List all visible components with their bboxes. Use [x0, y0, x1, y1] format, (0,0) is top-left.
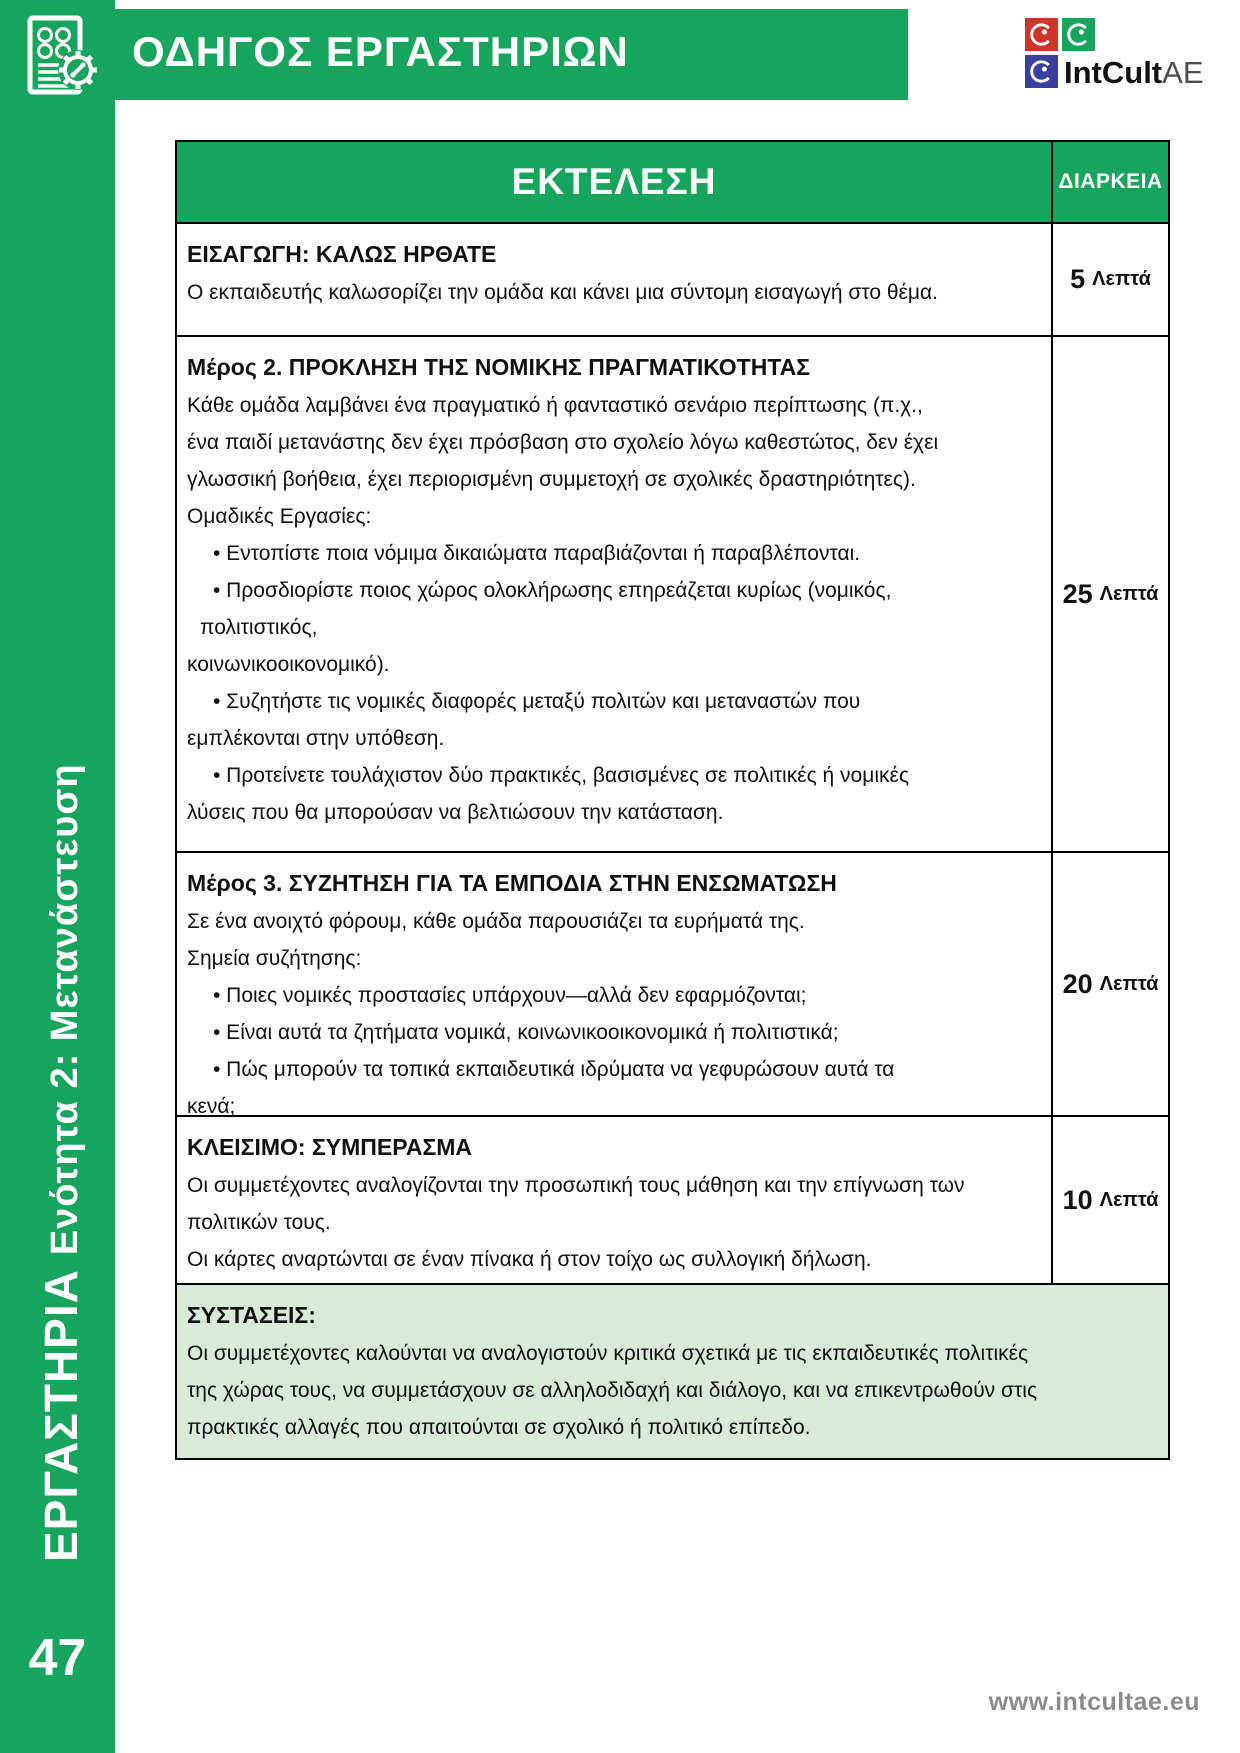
brand-bold: IntCult — [1064, 55, 1163, 90]
workshop-document-gear-icon — [12, 10, 108, 106]
page-number: 47 — [28, 1629, 87, 1687]
row-part-3 — [177, 853, 1168, 1117]
logo-square-red — [1025, 18, 1058, 51]
row-title: ΚΛΕΙΣΙΜΟ: ΣΥΜΠΕΡΑΣΜΑ — [187, 1134, 473, 1160]
face-icon — [1025, 55, 1058, 88]
row-title: ΕΙΣΑΓΩΓΗ: ΚΑΛΩΣ ΗΡΘΑΤΕ — [187, 241, 497, 267]
bullet-line: • Συζητήστε τις νομικές διαφορές μεταξύ πολιτών και μεταναστών που — [213, 690, 861, 713]
recommendations-section — [177, 1285, 1168, 1458]
text-line: πρακτικές αλλαγές που απαιτούνται σε σχολικό ή πολιτικό επίπεδο. — [187, 1416, 811, 1439]
duration-value: 20 — [1062, 968, 1093, 999]
page-title: ΟΔΗΓΟΣ ΕΡΓΑΣΤΗΡΙΩΝ — [132, 28, 629, 75]
face-icon — [1062, 18, 1095, 51]
text-line: κενά; — [187, 1095, 236, 1115]
duration-unit: Λεπτά — [1099, 582, 1159, 605]
text-line: πολιτιστικός, — [200, 616, 318, 639]
row-title: Μέρος 3. ΣΥΖΗΤΗΣΗ ΓΙΑ ΤΑ ΕΜΠΟΔΙΑ ΣΤΗΝ ΕΝΣΩΜΑΤΩΣΗ — [187, 870, 837, 896]
text-line: Σημεία συζήτησης: — [187, 947, 362, 970]
bullet-line: • Προσδιορίστε ποιος χώρος ολοκλήρωσης επηρεάζεται κυρίως (νομικός, — [213, 579, 892, 602]
execution-header: ΕΚΤΕΛΕΣΗ — [177, 142, 1051, 222]
sidebar-series-label: ΕΡΓΑΣΤΗΡΙΑ — [35, 1269, 87, 1562]
logo-square-blue — [1025, 55, 1058, 88]
face-icon — [1025, 18, 1058, 51]
brand-wordmark — [1064, 55, 1204, 88]
sidebar-module-label: Ενότητα 2: Μετανάστευση — [44, 763, 86, 1256]
duration-cell — [1051, 224, 1168, 335]
row-content — [177, 224, 1051, 335]
logo-square-green — [1062, 18, 1095, 51]
text-line: της χώρας τους, να συμμετάσχουν σε αλληλοδιδαχή και διάλογο, και να επικεντρωθούν στις — [187, 1379, 1038, 1402]
duration-value: 10 — [1062, 1184, 1093, 1215]
duration-unit: Λεπτά — [1099, 1188, 1159, 1211]
text-line: Οι κάρτες αναρτώνται σε έναν πίνακα ή στον τοίχο ως συλλογική δήλωση. — [187, 1248, 872, 1271]
duration-value: 5 — [1070, 264, 1086, 294]
duration-header: ΔΙΑΡΚΕΙΑ — [1051, 142, 1168, 222]
bullet-line: • Προτείνετε τουλάχιστον δύο πρακτικές, βασισμένες σε πολιτικές ή νομικές — [213, 764, 909, 787]
duration-value: 25 — [1062, 578, 1093, 609]
row-introduction — [177, 224, 1168, 337]
bullet-line: • Ποιες νομικές προστασίες υπάρχουν—αλλά δεν εφαρμόζονται; — [213, 984, 807, 1007]
text-line: πολιτικών τους. — [187, 1211, 331, 1234]
text-line: Κάθε ομάδα λαμβάνει ένα πραγματικό ή φανταστικό σενάριο περίπτωσης (π.χ., — [187, 394, 923, 417]
duration-cell — [1051, 337, 1168, 851]
table-header-row — [177, 142, 1168, 224]
bullet-line: • Εντοπίστε ποια νόμιμα δικαιώματα παραβιάζονται ή παραβλέπονται. — [213, 542, 861, 565]
workshop-schedule-table — [175, 140, 1170, 1460]
row-content — [177, 337, 1051, 851]
website-link[interactable]: www.intcultae.eu — [988, 1688, 1200, 1716]
text-line: Σε ένα ανοιχτό φόρουμ, κάθε ομάδα παρουσιάζει τα ευρήματά της. — [187, 910, 805, 933]
text-line: Οι συμμετέχοντες αναλογίζονται την προσωπική τους μάθηση και την επίγνωση των — [187, 1174, 965, 1197]
text-line: λύσεις που θα μπορούσαν να βελτιώσουν την κατάσταση. — [187, 801, 724, 824]
brand-light: AE — [1162, 55, 1204, 90]
text-line: γλωσσική βοήθεια, έχει περιορισμένη συμμετοχή σε σχολικές δραστηριότητες). — [187, 468, 916, 491]
text-line: κοινωνικοοικονομικό). — [187, 653, 390, 676]
text-line: ένα παιδί μετανάστης δεν έχει πρόσβαση στο σχολείο λόγω καθεστώτος, δεν έχει — [187, 431, 939, 454]
row-content — [177, 1117, 1051, 1283]
row-part-2 — [177, 337, 1168, 853]
recommendations-title: ΣΥΣΤΑΣΕΙΣ: — [187, 1302, 316, 1328]
sidebar-vertical-label — [34, 763, 88, 1562]
duration-unit: Λεπτά — [1099, 972, 1159, 995]
duration-unit: Λεπτά — [1092, 268, 1151, 290]
text-line: Οι συμμετέχοντες καλούνται να αναλογιστούν κριτικά σχετικά με τις εκπαιδευτικές πολιτικές — [187, 1342, 1029, 1365]
text-line: Ομαδικές Εργασίες: — [187, 505, 372, 528]
duration-cell — [1051, 1117, 1168, 1283]
row-closing — [177, 1117, 1168, 1285]
text-line: Ο εκπαιδευτής καλωσορίζει την ομάδα και κάνει μια σύντομη εισαγωγή στο θέμα. — [187, 281, 938, 304]
duration-cell — [1051, 853, 1168, 1115]
row-content — [177, 853, 1051, 1115]
intcultae-logo — [1025, 18, 1225, 92]
text-line: εμπλέκονται στην υπόθεση. — [187, 727, 445, 750]
row-title: Μέρος 2. ΠΡΟΚΛΗΣΗ ΤΗΣ ΝΟΜΙΚΗΣ ΠΡΑΓΜΑΤΙΚΟΤΗΤΑΣ — [187, 354, 811, 380]
bullet-line: • Πώς μπορούν τα τοπικά εκπαιδευτικά ιδρύματα να γεφυρώσουν αυτά τα — [213, 1058, 895, 1081]
bullet-line: • Είναι αυτά τα ζητήματα νομικά, κοινωνικοοικονομικά ή πολιτιστικά; — [213, 1021, 839, 1044]
